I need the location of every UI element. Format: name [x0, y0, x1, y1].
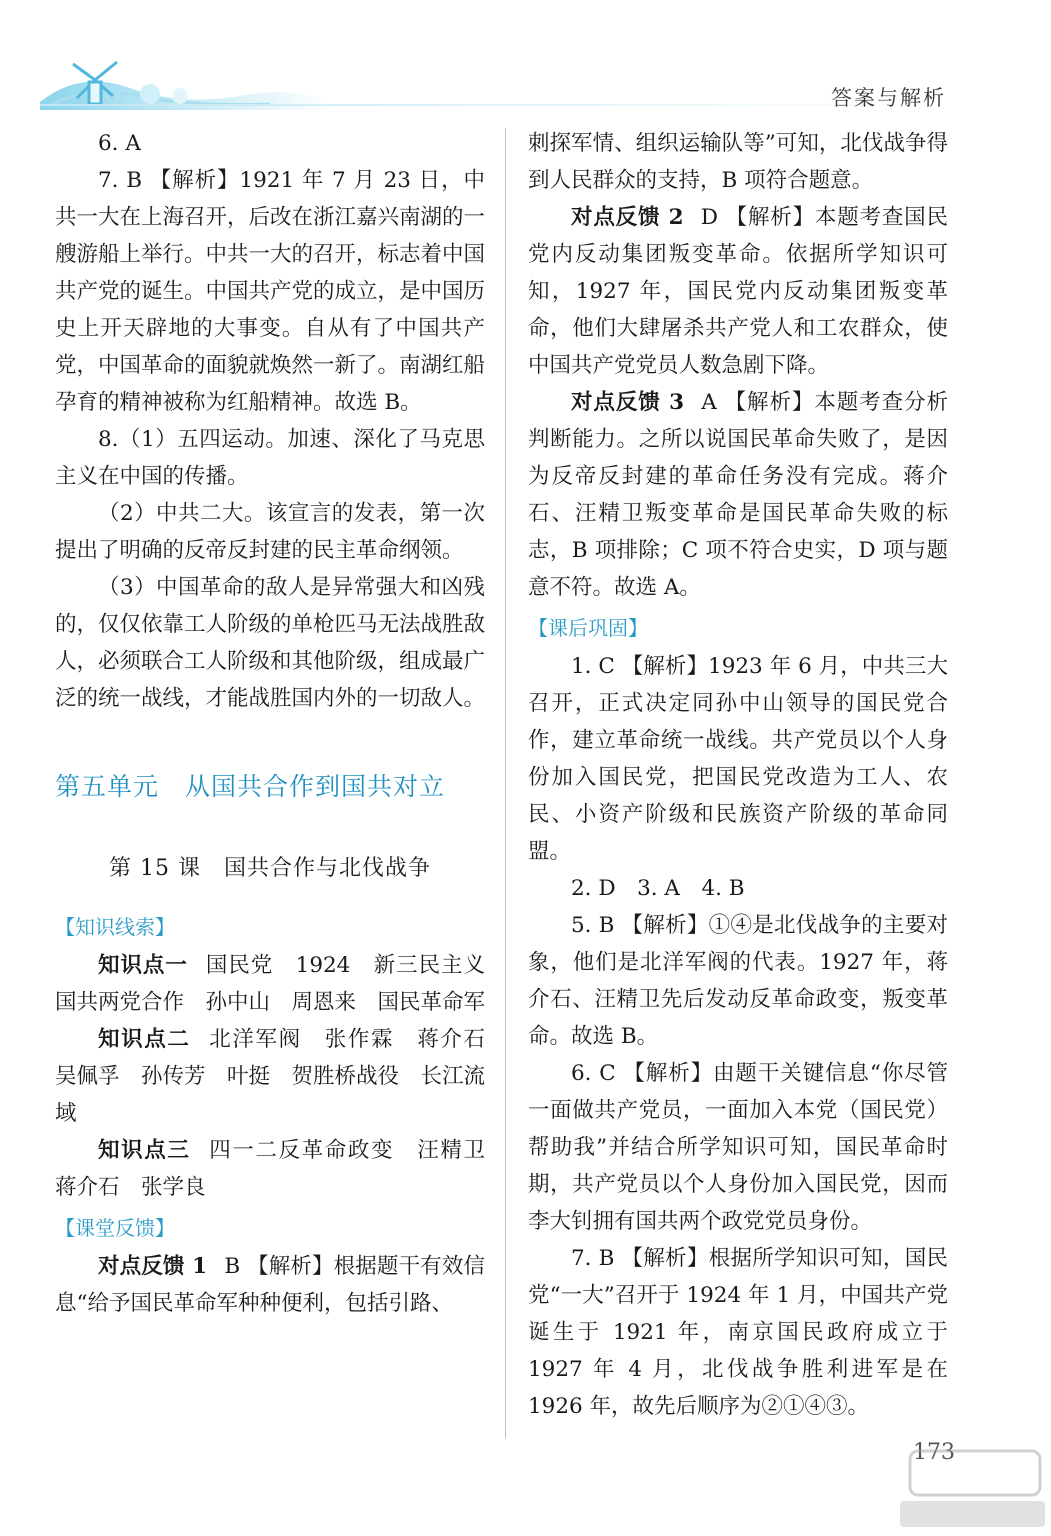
- feedback-3-label: 对点反馈 3: [571, 390, 685, 415]
- feedback-1-label: 对点反馈 1: [98, 1254, 208, 1279]
- answer-6: 6. A: [98, 131, 141, 156]
- after-class-7: 7. B 【解析】根据所学知识可知，国民党“一大”召开于 1924 年 1 月，中国共产党诞生于 1921 年，南京国民政府成立于 1927 年 4 月，北伐战争胜利进军是在 1926 年，故先后顺序为②①④③。: [528, 1246, 948, 1419]
- answer-8-1: 8.（1）五四运动。加速、深化了马克思主义在中国的传播。: [55, 427, 485, 489]
- section-after-class: 【课后巩固】: [528, 616, 648, 640]
- knowledge-point-1: [55, 947, 507, 1021]
- left-column: [55, 125, 507, 1322]
- knowledge-point-1-text: 国民党 1924 新三民主义 国共两党合作 孙中山 周恩来 国民革命军: [55, 953, 507, 1015]
- knowledge-point-2-label: 知识点二: [98, 1027, 191, 1052]
- knowledge-point-2: [55, 1021, 507, 1132]
- knowledge-point-2-text: 北洋军阀 张作霖 蒋介石 吴佩孚 孙传芳 叶挺 贺胜桥战役 长江流域: [55, 1027, 507, 1126]
- section-knowledge-clues: 【知识线索】: [55, 915, 175, 939]
- knowledge-point-1-label: 知识点一: [98, 953, 188, 978]
- knowledge-point-3: [55, 1132, 507, 1206]
- feedback-2-text: D 【解析】本题考查国民党内反动集团叛变革命。依据所学知识可知，1927 年，国民党内反动集团叛变革命，他们大肆屠杀共产党人和工农群众，使中国共产党党员人数急剧下降。: [528, 205, 948, 378]
- feedback-3-text: A 【解析】本题考查分析判断能力。之所以说国民革命失败了，是因为反帝反封建的革命任务没有完成。蒋介石、汪精卫叛变革命是国民革命失败的标志，B 项排除；C 项不符合史实，D 项与题意不符。故选 A。: [528, 390, 948, 600]
- feedback-2-label: 对点反馈 2: [571, 205, 684, 230]
- feedback-2: [528, 199, 948, 384]
- after-class-5: 5. B 【解析】①④是北伐战争的主要对象，他们是北洋军阀的代表。1927 年，蒋介石、汪精卫先后发动反革命政变，叛变革命。故选 B。: [528, 913, 948, 1049]
- right-column: [528, 125, 948, 1425]
- header-label: 答案与解析: [831, 86, 946, 110]
- feedback-1-text: B 【解析】根据题干有效信息“给予国民革命军种种便利，包括引路、: [55, 1254, 485, 1316]
- watermark-logo-icon: [880, 1443, 1050, 1533]
- answer-8-2: （2）中共二大。该宣言的发表，第一次提出了明确的反帝反封建的民主革命纲领。: [55, 501, 485, 563]
- header-rule: [40, 104, 951, 106]
- after-class-2-4: 2. D 3. A 4. B: [571, 876, 745, 901]
- answer-7: 7. B 【解析】1921 年 7 月 23 日，中共一大在上海召开，后改在浙江嘉兴南湖的一艘游船上举行。中共一大的召开，标志着中国共产党的诞生。中国共产党的成立，是中国历史上开天辟地的大事变。自从有了中国共产党，中国革命的面貌就焕然一新了。南湖红船孕育的精神被称为红船精神。故选 B。: [55, 168, 486, 415]
- unit-title: 第五单元 从国共合作到国共对立: [55, 772, 446, 801]
- feedback-1-continued: 刺探军情、组织运输队等”可知，北伐战争得到人民群众的支持，B 项符合题意。: [528, 131, 948, 193]
- column-divider: [505, 128, 506, 1438]
- feedback-3: [528, 384, 948, 606]
- header-decoration-icon: [40, 50, 330, 110]
- knowledge-point-3-text: 四一二反革命政变 汪精卫 蒋介石 张学良: [55, 1138, 507, 1200]
- after-class-1: 1. C 【解析】1923 年 6 月，中共三大召开，正式决定同孙中山领导的国民党合作，建立革命统一战线。共产党员以个人身份加入国民党，把国民党改造为工人、农民、小资产阶级和民族资产阶级的革命同盟。: [528, 654, 948, 864]
- feedback-1: [55, 1248, 485, 1322]
- section-class-feedback: 【课堂反馈】: [55, 1216, 175, 1240]
- page-number: 173: [913, 1440, 955, 1465]
- knowledge-point-3-label: 知识点三: [98, 1138, 191, 1163]
- after-class-6: 6. C 【解析】由题干关键信息“你尽管一面做共产党员，一面加入本党（国民党）帮助我”并结合所学知识可知，国民革命时期，共产党员以个人身份加入国民党，因而李大钊拥有国共两个政党党员身份。: [528, 1061, 948, 1234]
- answer-8-3: （3）中国革命的敌人是异常强大和凶残的，仅仅依靠工人阶级的单枪匹马无法战胜敌人，必须联合工人阶级和其他阶级，组成最广泛的统一战线，才能战胜国内外的一切敌人。: [55, 575, 486, 711]
- lesson-title: 第 15 课 国共合作与北伐战争: [109, 856, 431, 881]
